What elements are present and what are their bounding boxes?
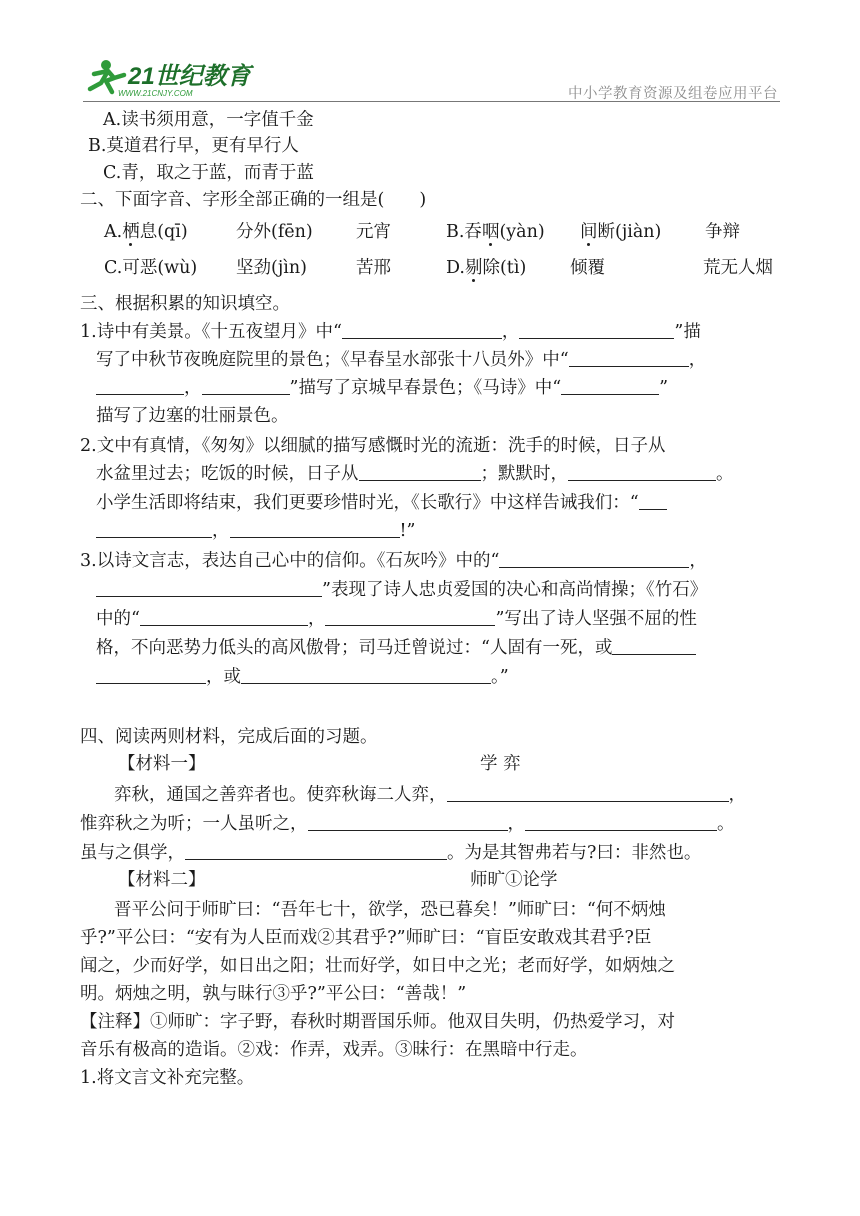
q3-1-line1: 1.诗中有美景。《十五夜望月》中“ ， ”描	[80, 322, 701, 342]
q3-3-line2: ”表现了诗人忠贞爱国的决心和高尚情操；《竹石》	[96, 580, 707, 600]
material2-label: 【材料二】	[118, 870, 206, 890]
answer-blank[interactable]	[140, 609, 308, 626]
material1-line2: 惟弈秋之为听；一人虽听之， ， 。	[80, 814, 735, 834]
answer-blank[interactable]	[308, 814, 508, 831]
q3-2-line4: ， !”	[96, 521, 415, 541]
q2-word: 坚劲(jìn)	[236, 258, 307, 278]
answer-blank[interactable]	[202, 378, 290, 395]
q3-3-line4: 格，不向恶势力低头的高风傲骨；司马迁曾说过：“人固有一死，或	[96, 638, 696, 658]
answer-blank[interactable]	[96, 580, 322, 597]
answer-blank[interactable]	[525, 814, 717, 831]
site-logo	[84, 56, 274, 102]
material2-line: 乎?”平公曰：“安有为人臣而戏②其君乎?”师旷曰：“盲臣安敢戏其君乎?臣	[80, 928, 652, 948]
material1-label: 【材料一】	[118, 754, 206, 774]
answer-blank[interactable]	[230, 521, 400, 538]
option-b: B.莫道君行早，更有早行人	[88, 136, 299, 156]
material2-line: 闻之，少而好学，如日出之阳；壮而好学，如日中之光；老而好学，如炳烛之	[80, 956, 675, 976]
material2-line: 晋平公问于师旷曰：“吾年七十，欲学，恐已暮矣！”师旷曰：“何不炳烛	[114, 900, 666, 920]
logo-text: 21世纪教育	[128, 63, 251, 90]
answer-blank[interactable]	[185, 843, 447, 860]
q3-1-line4: 描写了边塞的壮丽景色。	[96, 406, 289, 426]
answer-blank[interactable]	[612, 638, 696, 655]
q2-word: 苦邢	[356, 258, 391, 278]
header-divider	[83, 101, 780, 102]
q2-word: 争辩	[705, 222, 740, 242]
q3-3-line1: 3.以诗文言志，表达自己心中的信仰。《石灰吟》中的“ ，	[80, 551, 707, 571]
option-a: A.读书须用意，一字值千金	[103, 110, 314, 130]
q3-2-line3: 小学生活即将结束，我们更要珍惜时光，《长歌行》中这样告诫我们：“	[96, 493, 667, 513]
material1-line1: 弈秋，通国之善弈者也。使弈秋诲二人弈， ，	[114, 785, 746, 805]
material1-line3: 虽与之俱学， 。为是其智弗若与?曰：非然也。	[80, 843, 702, 863]
q2-word: 元宵	[356, 222, 391, 242]
q2-word: 分外(fēn)	[236, 222, 313, 242]
answer-blank[interactable]	[241, 667, 491, 684]
platform-name: 中小学教育资源及组卷应用平台	[568, 86, 778, 102]
q2-option-c: C.可恶(wù)	[104, 258, 198, 278]
option-c: C.青，取之于蓝，而青于蓝	[103, 163, 314, 183]
answer-blank[interactable]	[96, 378, 184, 395]
answer-blank[interactable]	[519, 322, 674, 339]
material2-title: 师旷①论学	[470, 870, 558, 890]
material1-title: 学 弈	[480, 754, 521, 774]
answer-blank[interactable]	[96, 667, 206, 684]
answer-blank[interactable]	[96, 521, 212, 538]
answer-blank[interactable]	[568, 464, 716, 481]
q3-1-line2: 写了中秋节夜晚庭院里的景色；《早春呈水部张十八员外》中“ ，	[96, 350, 707, 370]
q2-option-b: B.吞咽(yàn)	[446, 222, 545, 242]
q2-title: 二、下面字音、字形全部正确的一组是( )	[80, 190, 427, 210]
q2-option-a: A.栖息(qī)	[104, 222, 188, 242]
answer-blank[interactable]	[639, 493, 667, 510]
q4-title: 四、阅读两则材料，完成后面的习题。	[80, 727, 378, 747]
answer-blank[interactable]	[359, 464, 481, 481]
q3-1-line3: ， ”描写了京城早春景色；《马诗》中“ ”	[96, 378, 668, 398]
answer-blank[interactable]	[325, 609, 495, 626]
q3-2-line2: 水盆里过去；吃饭的时候，日子从 ；默默时， 。	[96, 464, 734, 484]
material2-line: 明。炳烛之明，孰与昧行③乎?”平公曰：“善哉！”	[80, 984, 467, 1004]
answer-blank[interactable]	[342, 322, 502, 339]
answer-blank[interactable]	[569, 350, 689, 367]
q3-3-line5: ，或 。”	[96, 667, 509, 687]
annotation-line: 音乐有极高的造诣。②戏：作弄，戏弄。③昧行：在黑暗中行走。	[80, 1040, 588, 1060]
annotation-line: 【注释】①师旷：字子野，春秋时期晋国乐师。他双目失明，仍热爱学习，对	[80, 1012, 675, 1032]
runner-logo-icon	[84, 56, 274, 98]
q3-2-line1: 2.文中有真情，《匆匆》以细腻的描写感慨时光的流逝：洗手的时候，日子从	[80, 436, 666, 456]
q2-word: 间断(jiàn)	[580, 222, 662, 242]
answer-blank[interactable]	[447, 785, 729, 802]
q2-word: 荒无人烟	[703, 258, 773, 278]
q3-title: 三、根据积累的知识填空。	[80, 294, 290, 314]
q3-3-line3: 中的“ ， ”写出了诗人坚强不屈的性	[96, 609, 697, 629]
q2-option-d: D.剔除(tì)	[446, 258, 527, 278]
answer-blank[interactable]	[499, 551, 689, 568]
q2-word: 倾覆	[570, 258, 605, 278]
logo-url: WWW.21CNJY.COM	[118, 89, 193, 98]
sub-question-1: 1.将文言文补充完整。	[80, 1068, 255, 1088]
answer-blank[interactable]	[561, 378, 659, 395]
